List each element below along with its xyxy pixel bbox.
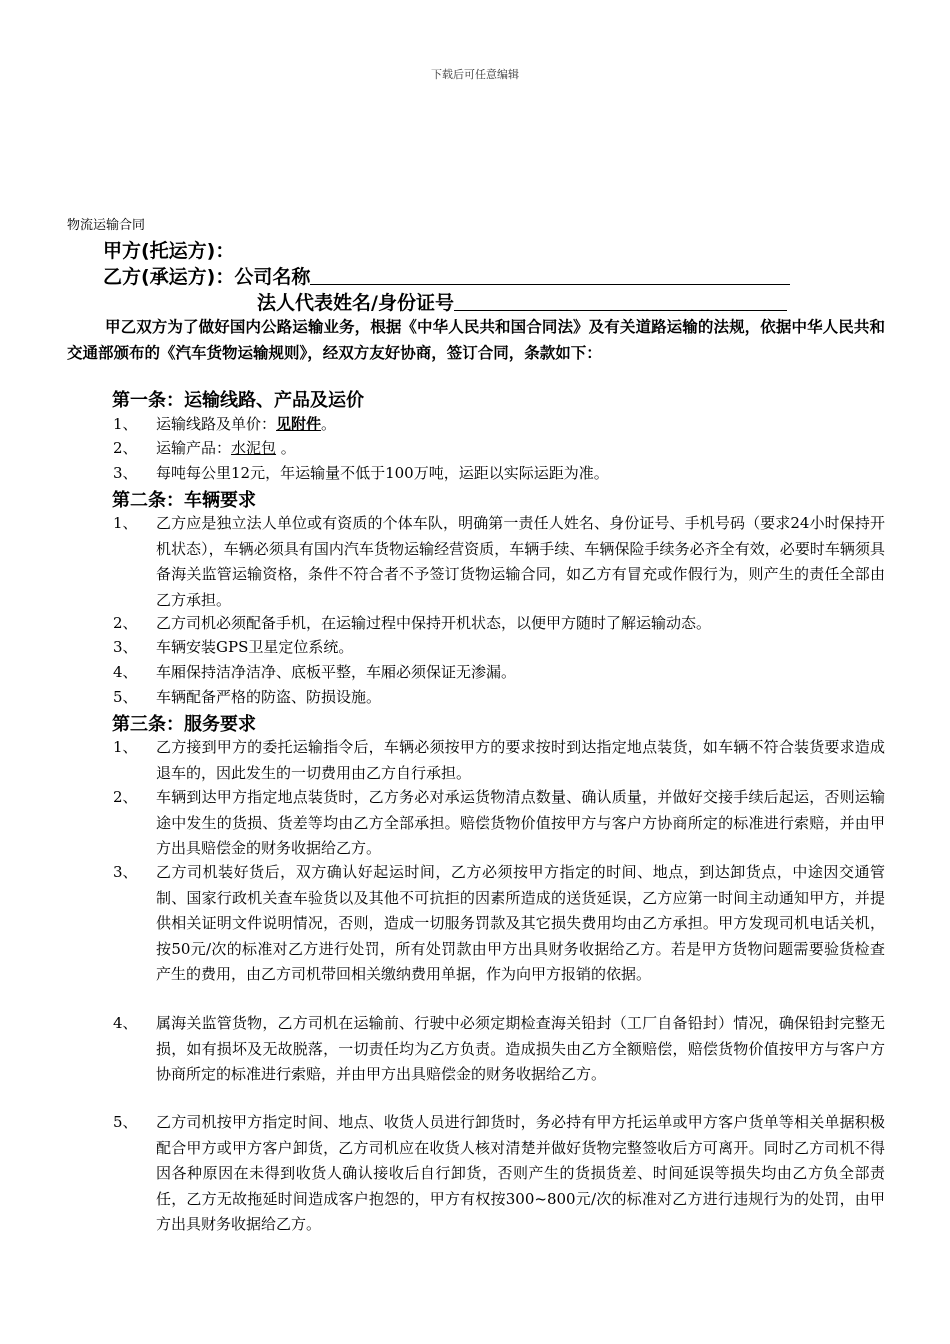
section-3-title: 第三条：服务要求 [112,714,256,735]
item-text: 属海关监管货物，乙方司机在运输前、行驶中必须定期检查海关铅封（工厂自备铅封）情况，确保铅封完整无损，如有损坏及无故脱落，一切责任均为乙方负责。造成损失由乙方全额赔偿，赔偿货物价值按甲方与客户方协商所定的标准进行索赔，并由甲方出具赔偿金的财务收据给乙方。 [156,1014,885,1083]
section-2-item-4 [113,660,885,686]
item-text: 每吨每公里12元，年运输量不低于100万吨，运距以实际运距为准。 [156,464,609,482]
item-text: 车辆到达甲方指定地点装货时，乙方务必对承运货物清点数量、确认质量，并做好交接手续后起运，否则运输途中发生的货损、货差等均由乙方全部承担。赔偿货物价值按甲方与客户方协商所定的标准进行索赔，并由甲方出具赔偿金的财务收据给乙方。 [156,788,885,857]
section-3-item-4 [113,1011,885,1088]
section-3-item-3 [113,860,885,988]
section-1-title: 第一条：运输线路、产品及运价 [112,390,364,411]
party-a-text: 甲方(托运方)： [103,240,235,262]
section-1-item-3 [113,461,885,487]
item-text: 车辆安装GPS卫星定位系统。 [156,638,354,656]
item-number: 2、 [113,614,138,632]
item-text: 车厢保持洁净洁净、底板平整，车厢必须保证无渗漏。 [156,663,517,681]
item-number: 3、 [113,863,138,881]
product-name: 水泥包 [231,439,277,457]
item-text: 运输线路及单价：见附件。 [156,415,337,433]
party-a-label [103,236,234,263]
item-text: 乙方司机装好货后，双方确认好起运时间，乙方必须按甲方指定的时间、地点，到达卸货点，中途因交通管制、国家行政机关查车验货以及其他不可抗拒的因素所造成的送货延误，乙方应第一时间主动通知甲方，并提供相关证明文件说明情况，否则，造成一切服务罚款及其它损失费用均由乙方承担。甲方发现司机电话关机，按50元/次的标准对乙方进行处罚，所有处罚款由甲方出具财务收据给乙方。若是甲方货物问题需要验货检查产生的费用，由乙方司机带回相关缴纳费用单据，作为向甲方报销的依据。 [156,863,885,983]
item-number: 2、 [113,788,138,806]
party-b-text: 乙方(承运方)：公司名称 [103,266,311,288]
section-2-title: 第二条：车辆要求 [112,490,256,511]
item-text: 运输产品：水泥包 。 [156,439,296,457]
party-b-label [103,262,790,289]
party-b-rep-text: 法人代表姓名/身份证号 [257,292,454,314]
item-number: 2、 [113,439,138,457]
item-number: 3、 [113,638,138,656]
representative-id-blank [454,292,787,311]
item-number: 5、 [113,688,138,706]
preamble-paragraph: 甲乙双方为了做好国内公路运输业务，根据《中华人民共和国合同法》及有关道路运输的法规，依据中华人民共和交通部颁布的《汽车货物运输规则》，经双方友好协商，签订合同，条款如下： [67,318,885,362]
item-number: 1、 [113,415,138,433]
section-2-item-5 [113,685,885,711]
item-number: 3、 [113,464,138,482]
item-text: 乙方接到甲方的委托运输指令后，车辆必须按甲方的要求按时到达指定地点装货，如车辆不符合装货要求造成退车的，因此发生的一切费用由乙方自行承担。 [156,738,885,782]
party-b-rep-label [257,288,787,315]
document-title: 物流运输合同 [67,218,146,233]
item-number: 4、 [113,663,138,681]
section-2-item-1 [113,511,885,613]
item-text: 乙方应是独立法人单位或有资质的个体车队，明确第一责任人姓名、身份证号、手机号码（要求24小时保持开机状态），车辆必须具有国内汽车货物运输经营资质，车辆手续、车辆保险手续务必齐全有效，必要时车辆须具备海关监管运输资格，条件不符合者不予签订货物运输合同，如乙方有冒充或作假行为，则产生的责任全部由乙方承担。 [156,514,885,609]
section-3-item-2 [113,785,885,862]
item-text: 乙方司机按甲方指定时间、地点、收货人员进行卸货时，务必持有甲方托运单或甲方客户货单等相关单据积极配合甲方或甲方客户卸货，乙方司机应在收货人核对清楚并做好货物完整签收后方可离开。同时乙方司机不得因各种原因在未得到收货人确认接收后自行卸货，否则产生的货损货差、时间延误等损失均由乙方负全部责任，乙方无故拖延时间造成客户抱怨的，甲方有权按300~800元/次的标准对乙方进行违规行为的处罚，由甲方出具财务收据给乙方。 [156,1113,885,1233]
section-2-item-2 [113,611,885,637]
attachment-link: 见附件 [276,415,322,433]
item-number: 5、 [113,1113,138,1131]
item-text: 车辆配备严格的防盗、防损设施。 [156,688,382,706]
section-2-item-3 [113,635,885,661]
section-1-item-1 [113,412,885,438]
section-3-item-1 [113,735,885,786]
company-name-blank [310,266,790,285]
section-3-item-5 [113,1110,885,1238]
item-number: 1、 [113,514,138,532]
item-number: 1、 [113,738,138,756]
item-text: 乙方司机必须配备手机，在运输过程中保持开机状态，以便甲方随时了解运输动态。 [156,614,712,632]
section-1-item-2 [113,436,885,462]
item-number: 4、 [113,1014,138,1032]
header-note: 下载后可任意编辑 [431,68,519,81]
